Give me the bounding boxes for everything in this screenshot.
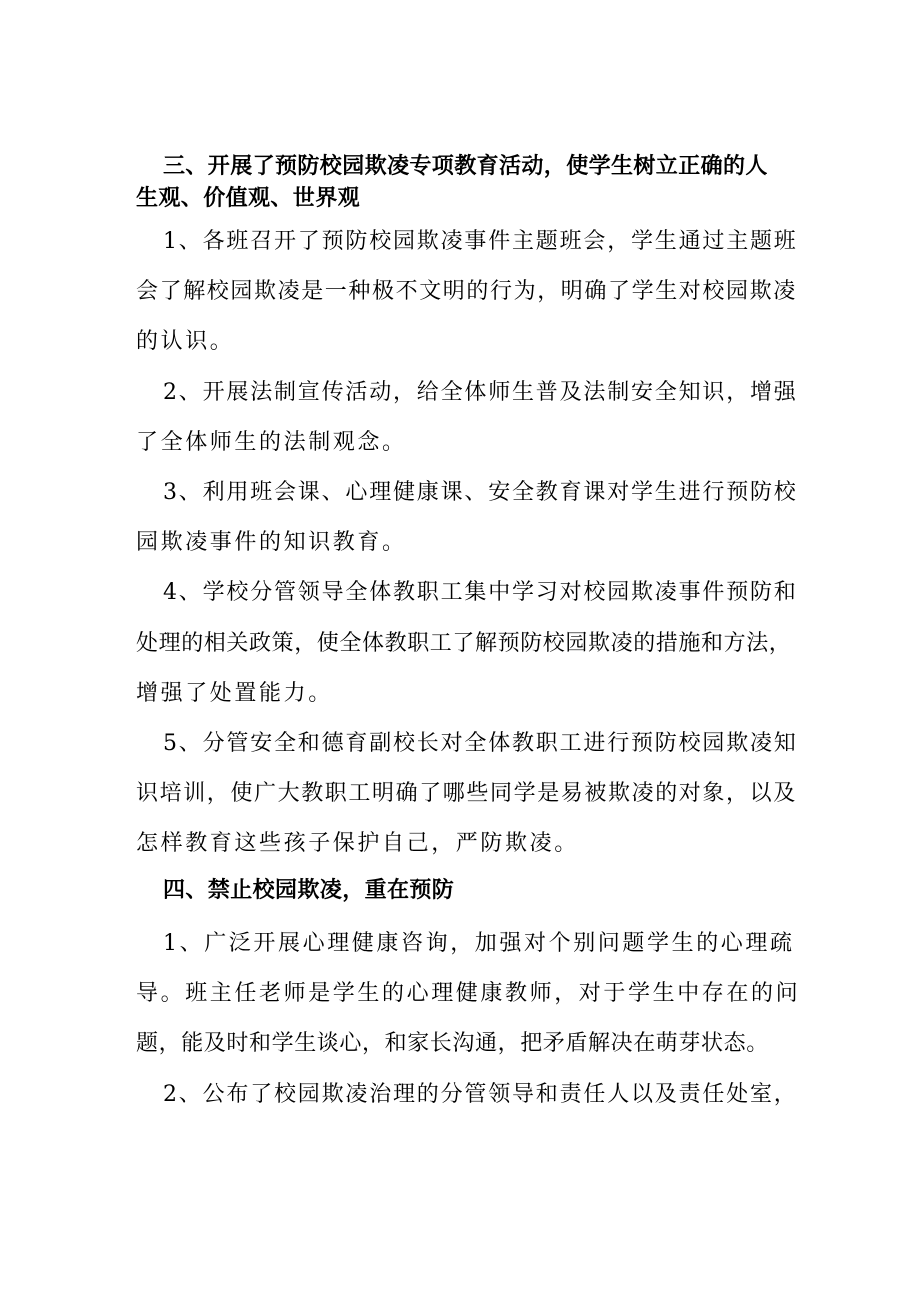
section3-item5-line2: 识培训，使广大教职工明确了哪些同学是易被欺凌的对象，以及 [136,781,797,806]
section3-item2-line1: 2、开展法制宣传活动，给全体师生普及法制安全知识，增强 [163,380,798,405]
section3-item4-line1: 4、学校分管领导全体教职工集中学习对校园欺凌事件预防和 [163,580,798,605]
section4-item1-line2: 导。班主任老师是学生的心理健康教师，对于学生中存在的问 [136,981,801,1006]
section4-heading: 四、禁止校园欺凌，重在预防 [163,878,455,903]
section3-item1-line3: 的认识。 [136,329,235,354]
section3-item1-line1: 1、各班召开了预防校园欺凌事件主题班会，学生通过主题班 [163,229,798,254]
section3-item2-line2: 了全体师生的法制观念。 [136,430,407,455]
section3-item5-line1: 5、分管安全和德育副校长对全体教职工进行预防校园欺凌知 [163,731,798,756]
section4-item1-line1: 1、广泛开展心理健康咨询，加强对个别问题学生的心理疏 [163,931,795,956]
section3-item4-line3: 增强了处置能力。 [136,681,333,706]
section3-item3-line2: 园欺凌事件的知识教育。 [136,530,407,555]
section3-heading-line2: 生观、价值观、世界观 [136,186,361,211]
section3-item3-line1: 3、利用班会课、心理健康课、安全教育课对学生进行预防校 [163,480,798,505]
section4-item2-line1: 2、公布了校园欺凌治理的分管领导和责任人以及责任处室， [163,1082,798,1107]
section4-item1-line3: 题，能及时和学生谈心，和家长沟通，把矛盾解决在萌芽状态。 [136,1031,769,1056]
section3-heading-line1: 三、开展了预防校园欺凌专项教育活动，使学生树立正确的人 [163,154,768,179]
section3-item1-line2: 会了解校园欺凌是一种极不文明的行为，明确了学生对校园欺凌 [136,279,797,304]
section3-item4-line2: 处理的相关政策，使全体教职工了解预防校园欺凌的措施和方法， [136,631,792,656]
section3-item5-line3: 怎样教育这些孩子保护自己，严防欺凌。 [136,831,579,856]
